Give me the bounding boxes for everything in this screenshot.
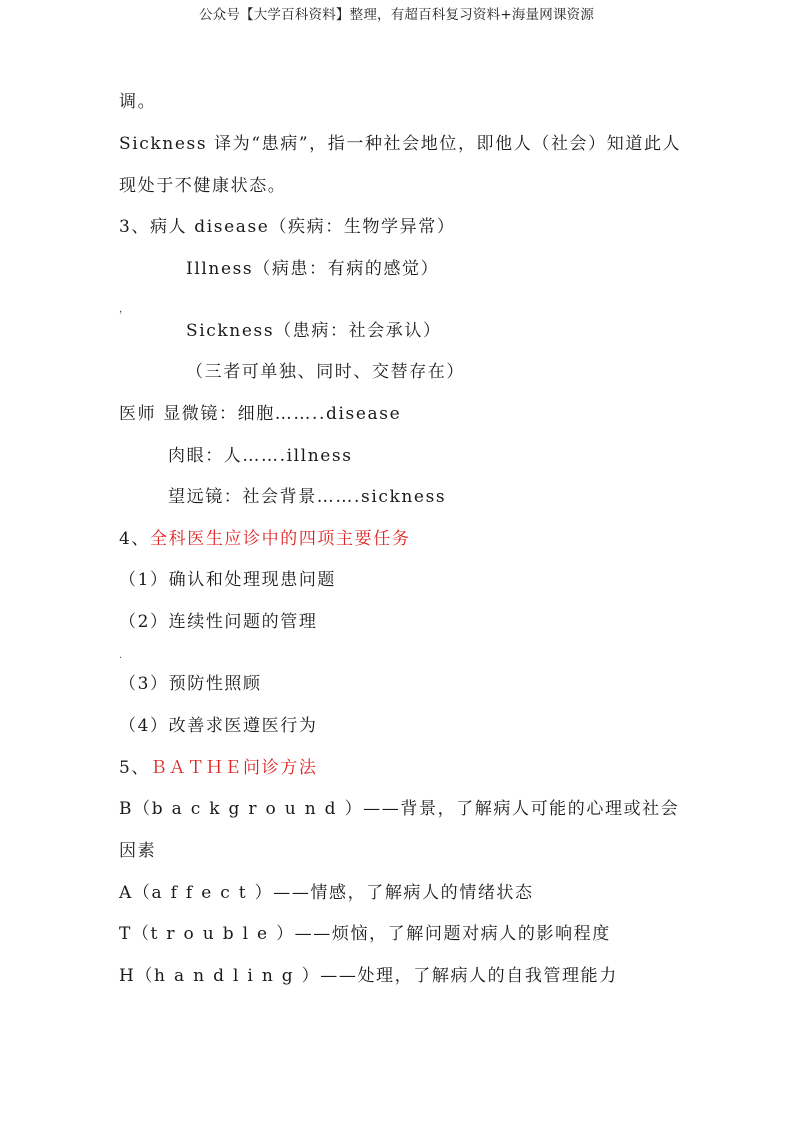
bathe-t-line bbox=[119, 923, 611, 945]
bathe-h-line bbox=[119, 965, 618, 987]
text-line-disease: 3、病人 disease（疾病：生物学异常） bbox=[119, 217, 456, 237]
bathe-a-desc: ）——情感，了解病人的情绪状态 bbox=[254, 883, 534, 903]
bathe-h-letter: H（ bbox=[119, 966, 155, 986]
stray-mark-1: ， bbox=[119, 304, 129, 315]
bathe-t-desc: ）——烦恼，了解问题对病人的影响程度 bbox=[276, 924, 611, 944]
text-line-naked-eye: 肉眼：人…….illness bbox=[168, 446, 353, 466]
bathe-h-desc: ）——处理，了解病人的自我管理能力 bbox=[301, 966, 618, 986]
section-4-title: 全科医生应诊中的四项主要任务 bbox=[150, 529, 411, 549]
text-line-telescope: 望远镜：社会背景…….sickness bbox=[168, 487, 447, 507]
text-line-coexist: （三者可单独、同时、交替存在） bbox=[186, 362, 465, 382]
section-4-heading bbox=[119, 528, 410, 550]
bathe-a-word: affect bbox=[151, 883, 255, 903]
section-5-number: 5、 bbox=[119, 758, 151, 778]
stray-mark-2: . bbox=[119, 650, 123, 661]
text-line-factors: 因素 bbox=[119, 841, 157, 861]
section-5-heading bbox=[119, 757, 317, 779]
text-line-sickness-def: Sickness 译为“患病”，指一种社会地位，即他人（社会）知道此人 bbox=[119, 134, 682, 154]
bathe-t-letter: T（ bbox=[119, 924, 151, 944]
page-header: 公众号【大学百科资料】整理，有超百科复习资料+海量网课资源 bbox=[198, 7, 595, 23]
bathe-a-letter: A（ bbox=[119, 883, 152, 903]
text-line-sickness: Sickness（患病：社会承认） bbox=[186, 321, 442, 341]
text-line-microscope: 医师 显微镜：细胞……..disease bbox=[119, 404, 402, 424]
text-line-3: 现处于不健康状态。 bbox=[119, 176, 287, 196]
bathe-b-letter: B（ bbox=[119, 799, 152, 819]
section-5-title: ＢＡＴＨＥ问诊方法 bbox=[150, 758, 318, 778]
bathe-h-word: handling bbox=[154, 966, 302, 986]
bathe-a-line bbox=[119, 882, 534, 904]
task-item-1: （1）确认和处理现患问题 bbox=[119, 570, 337, 590]
text-line-1: 调。 bbox=[119, 92, 157, 112]
task-item-4: （4）改善求医遵医行为 bbox=[119, 716, 318, 736]
text-line-illness: Illness（病患：有病的感觉） bbox=[186, 259, 440, 279]
section-4-number: 4、 bbox=[119, 529, 151, 549]
bathe-b-desc: ）——背景，了解病人可能的心理或社会 bbox=[344, 799, 680, 819]
bathe-b-line bbox=[119, 798, 679, 820]
task-item-2: （2）连续性问题的管理 bbox=[119, 612, 318, 632]
bathe-b-word: background bbox=[151, 799, 345, 819]
bathe-t-word: trouble bbox=[150, 924, 277, 944]
task-item-3: （3）预防性照顾 bbox=[119, 674, 262, 694]
